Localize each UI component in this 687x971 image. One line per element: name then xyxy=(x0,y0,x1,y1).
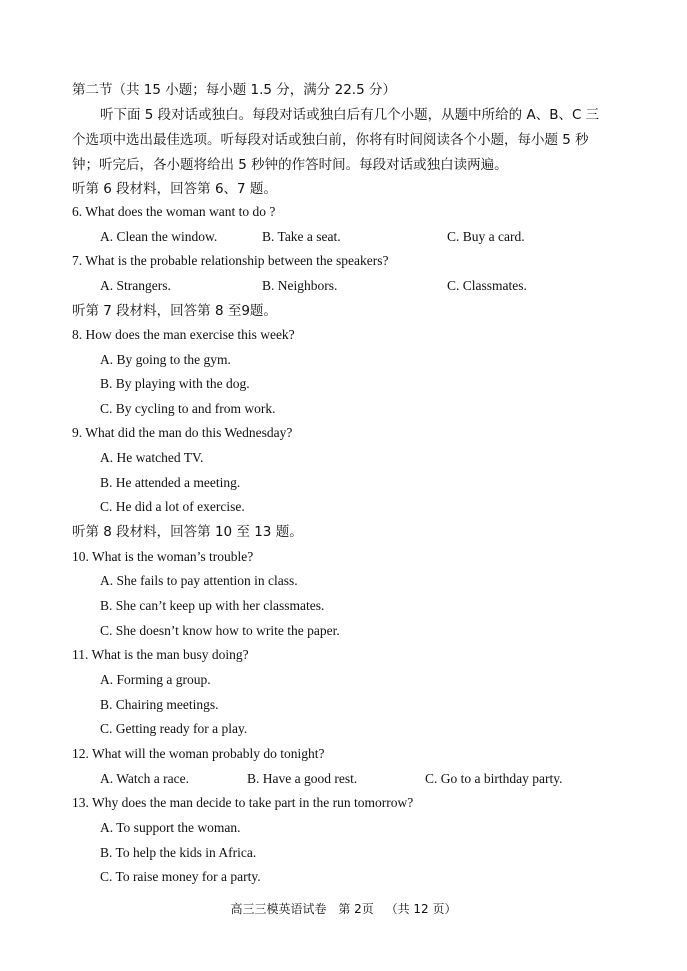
instruction-line: 钟；听完后，各小题将给出 5 秒钟的作答时间。每段对话或独白读两遍。 xyxy=(72,157,508,173)
option-c[interactable]: C. Go to a birthday party. xyxy=(425,771,563,786)
group-heading: 听第 6 段材料，回答第 6、7 题。 xyxy=(72,181,277,197)
option-b[interactable]: B. He attended a meeting. xyxy=(100,475,241,490)
option-c[interactable]: C. Buy a card. xyxy=(447,229,525,244)
option-a[interactable]: A. Strangers. xyxy=(100,278,171,293)
option-b[interactable]: B. By playing with the dog. xyxy=(100,376,250,391)
option-a[interactable]: A. Forming a group. xyxy=(100,672,211,687)
group-heading: 听第 7 段材料，回答第 8 至9题。 xyxy=(72,303,277,319)
question-stem: 8. How does the man exercise this week? xyxy=(72,327,295,342)
page-footer xyxy=(0,899,687,919)
option-a[interactable]: A. Clean the window. xyxy=(100,229,218,244)
footer-total-pages: （共 12 页） xyxy=(385,902,457,916)
option-a[interactable]: A. He watched TV. xyxy=(100,450,204,465)
question-stem: 6. What does the woman want to do ? xyxy=(72,204,276,219)
footer-page-number: 第 2页 xyxy=(338,902,374,916)
group-heading: 听第 8 段材料，回答第 10 至 13 题。 xyxy=(72,524,303,540)
section-title: 第二节（共 15 小题；每小题 1.5 分，满分 22.5 分） xyxy=(72,82,396,98)
question-stem: 7. What is the probable relationship between the speakers? xyxy=(72,253,389,268)
question-stem: 12. What will the woman probably do tonight? xyxy=(72,746,325,761)
option-b[interactable]: B. To help the kids in Africa. xyxy=(100,845,257,860)
question-stem: 9. What did the man do this Wednesday? xyxy=(72,425,293,440)
option-a[interactable]: A. Watch a race. xyxy=(100,771,189,786)
option-c[interactable]: C. Classmates. xyxy=(447,278,527,293)
option-b[interactable]: B. Take a seat. xyxy=(262,229,341,244)
option-c[interactable]: C. By cycling to and from work. xyxy=(100,401,276,416)
option-a[interactable]: A. By going to the gym. xyxy=(100,352,231,367)
option-a[interactable]: A. To support the woman. xyxy=(100,820,241,835)
instruction-line: 个选项中选出最佳选项。听每段对话或独白前，你将有时间阅读各个小题，每小题 5 秒 xyxy=(72,132,589,148)
option-b[interactable]: B. Neighbors. xyxy=(262,278,338,293)
footer-exam-title: 高三三模英语试卷 xyxy=(230,902,327,916)
instruction-line: 听下面 5 段对话或独白。每段对话或独白后有几个小题，从题中所给的 A、B、C 三 xyxy=(100,107,600,123)
option-b[interactable]: B. Have a good rest. xyxy=(247,771,358,786)
option-c[interactable]: C. He did a lot of exercise. xyxy=(100,499,245,514)
question-stem: 10. What is the woman’s trouble? xyxy=(72,549,254,564)
option-c[interactable]: C. She doesn’t know how to write the paper. xyxy=(100,623,340,638)
option-b[interactable]: B. Chairing meetings. xyxy=(100,697,219,712)
option-c[interactable]: C. Getting ready for a play. xyxy=(100,721,248,736)
question-stem: 13. Why does the man decide to take part in the run tomorrow? xyxy=(72,795,414,810)
option-b[interactable]: B. She can’t keep up with her classmates. xyxy=(100,598,325,613)
option-a[interactable]: A. She fails to pay attention in class. xyxy=(100,573,298,588)
question-stem: 11. What is the man busy doing? xyxy=(72,647,249,662)
option-c[interactable]: C. To raise money for a party. xyxy=(100,869,261,884)
